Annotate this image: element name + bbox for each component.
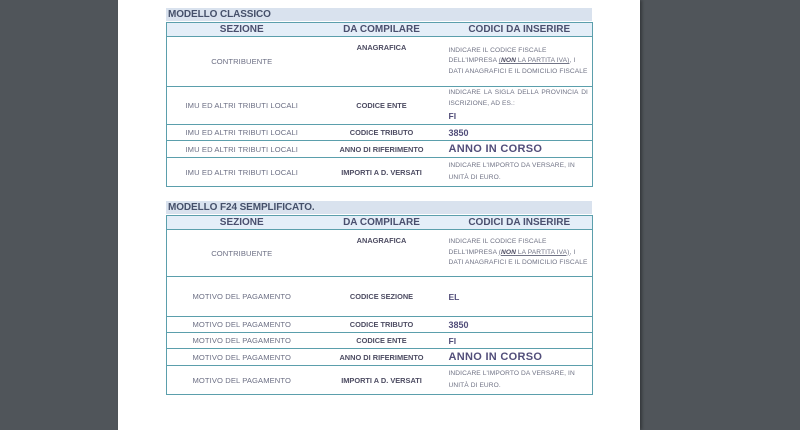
cell-da-compilare: CODICE ENTE (317, 87, 447, 125)
table-row (167, 317, 593, 333)
cell-da-compilare: ANAGRAFICA (317, 37, 447, 87)
header-codici: CODICI DA INSERIRE (447, 216, 593, 230)
cell-sezione: MOTIVO DEL PAGAMENTO (167, 366, 317, 395)
table-row (167, 277, 593, 317)
cell-da-compilare: ANAGRAFICA (317, 230, 447, 277)
cell-da-compilare: ANNO DI RIFERIMENTO (317, 141, 447, 158)
description-text: INDICARE L'IMPORTO DA VERSARE, IN UNITÀ DI EURO. (448, 162, 575, 181)
document-page (118, 0, 640, 430)
underlined-note: (NON LA PARTITA IVA) (498, 248, 570, 256)
header-sezione: SEZIONE (167, 216, 317, 230)
cell-da-compilare: CODICE ENTE (317, 333, 447, 349)
cell-da-compilare: IMPORTI A D. VERSATI (317, 366, 447, 395)
cell-da-compilare: IMPORTI A D. VERSATI (317, 158, 447, 187)
code-value: 3850 (448, 319, 469, 330)
table-row (167, 87, 593, 125)
cell-sezione: IMU ED ALTRI TRIBUTI LOCALI (167, 125, 317, 141)
section-title: MODELLO F24 SEMPLIFICATO. (166, 201, 592, 214)
section-title: MODELLO CLASSICO (166, 8, 592, 21)
table-header-row (167, 23, 593, 37)
cell-sezione: MOTIVO DEL PAGAMENTO (167, 317, 317, 333)
section-modello-f24-semplificato (166, 201, 592, 395)
cell-da-compilare: CODICE TRIBUTO (317, 317, 447, 333)
table-row (167, 125, 593, 141)
table-row (167, 349, 593, 366)
code-value: FI (448, 111, 457, 121)
codes-table (166, 215, 593, 395)
description-text: INDICARE LA SIGLA DELLA PROVINCIA DI ISCRIZIONE, AD ES.: (448, 89, 588, 107)
table-row (167, 158, 593, 187)
cell-sezione: IMU ED ALTRI TRIBUTI LOCALI (167, 141, 317, 158)
table-row (167, 230, 593, 277)
description-text: INDICARE L'IMPORTO DA VERSARE, IN UNITÀ DI EURO. (448, 370, 575, 389)
table-header-row (167, 216, 593, 230)
cell-codici (447, 158, 593, 187)
cell-codici (447, 333, 593, 349)
description-text: INDICARE IL CODICE FISCALE DELL'IMPRESA (NON LA PARTITA IVA), I DATI ANAGRAFICI E IL DOMICILIO FISCALE (448, 238, 588, 267)
table-row (167, 141, 593, 158)
code-value: ANNO IN CORSO (448, 351, 543, 363)
cell-codici (447, 349, 593, 366)
code-value: 3850 (448, 127, 469, 138)
cell-codici (447, 277, 593, 317)
cell-sezione: IMU ED ALTRI TRIBUTI LOCALI (167, 158, 317, 187)
table-row (167, 366, 593, 395)
cell-da-compilare: CODICE TRIBUTO (317, 125, 447, 141)
header-codici: CODICI DA INSERIRE (447, 23, 593, 37)
code-value: EL (448, 291, 460, 302)
cell-sezione: CONTRIBUENTE (167, 37, 317, 87)
cell-codici (447, 125, 593, 141)
header-da-compilare: DA COMPILARE (317, 23, 447, 37)
cell-codici (447, 366, 593, 395)
header-sezione: SEZIONE (167, 23, 317, 37)
code-value: ANNO IN CORSO (448, 143, 543, 155)
description-text: INDICARE IL CODICE FISCALE DELL'IMPRESA (NON LA PARTITA IVA), I DATI ANAGRAFICI E IL DOMICILIO FISCALE (448, 46, 588, 75)
cell-codici (447, 37, 593, 87)
cell-codici (447, 317, 593, 333)
cell-sezione: MOTIVO DEL PAGAMENTO (167, 349, 317, 366)
code-value: FI (448, 335, 457, 346)
cell-sezione: MOTIVO DEL PAGAMENTO (167, 277, 317, 317)
cell-sezione: MOTIVO DEL PAGAMENTO (167, 333, 317, 349)
cell-codici (447, 230, 593, 277)
cell-codici (447, 141, 593, 158)
table-row (167, 333, 593, 349)
cell-sezione: IMU ED ALTRI TRIBUTI LOCALI (167, 87, 317, 125)
section-modello-classico (166, 8, 592, 187)
cell-codici (447, 87, 593, 125)
cell-da-compilare: CODICE SEZIONE (317, 277, 447, 317)
cell-sezione: CONTRIBUENTE (167, 230, 317, 277)
codes-table (166, 22, 593, 187)
cell-da-compilare: ANNO DI RIFERIMENTO (317, 349, 447, 366)
underlined-note: (NON LA PARTITA IVA) (498, 57, 570, 65)
header-da-compilare: DA COMPILARE (317, 216, 447, 230)
table-row (167, 37, 593, 87)
